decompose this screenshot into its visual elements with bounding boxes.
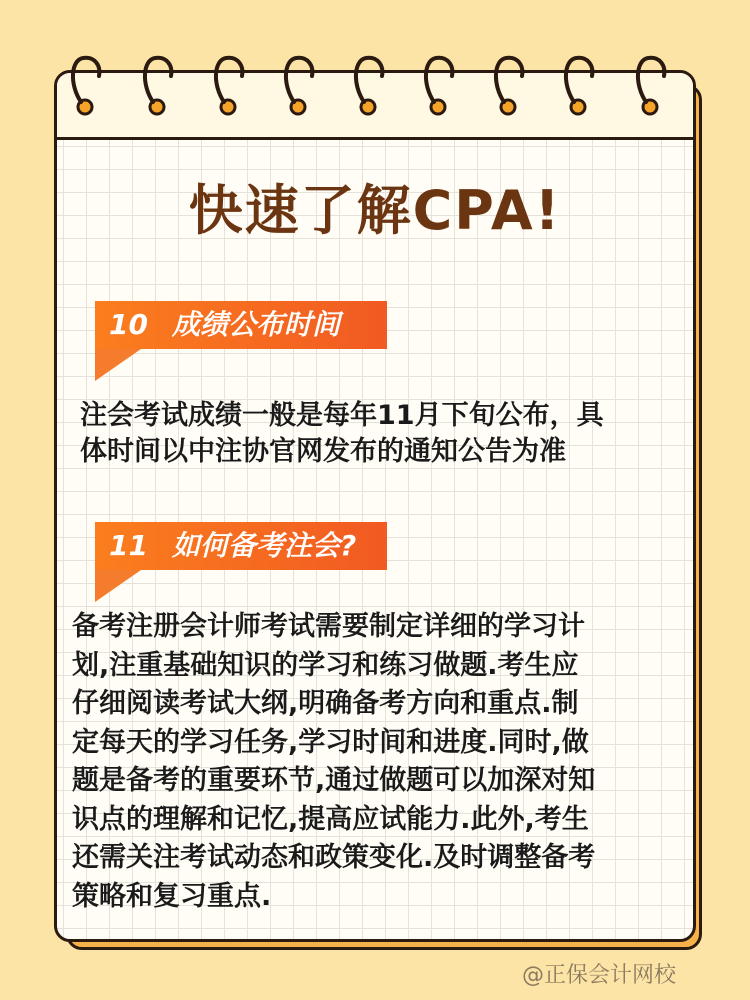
spiral-ring-icon: [73, 58, 99, 114]
spiral-ring-icon: [426, 58, 452, 114]
section-body-10: 注会考试成绩一般是每年11月下旬公布，具 体时间以中注协官网发布的通知公告为准: [80, 400, 604, 467]
page-title: 快速了解CPA!: [188, 179, 562, 242]
section-heading: 成绩公布时间: [171, 308, 340, 341]
tag-tail: [95, 349, 141, 381]
spiral-ring-icon: [145, 58, 171, 114]
section-tag-11: [95, 522, 387, 570]
spiral-ring-icon: [638, 58, 664, 114]
section-number: 11: [109, 529, 148, 562]
spiral-ring-icon: [216, 58, 242, 114]
section-heading: 如何备考注会?: [171, 529, 357, 562]
section-tag-10: [95, 301, 387, 349]
spiral-ring-icon: [356, 58, 382, 114]
section-body-11: 备考注册会计师考试需要制定详细的学习计 划,注重基础知识的学习和练习做题.考生应 仔细阅读考试大纲,明确备考方向和重点.制 定每天的学习任务,学习时间和进度.同时,做 题是备考的重要环节,通过做题可以加深对知 识点的理解和记忆,提高应试能力.此外,考生 还需关注考试动态和政策变化.及时调整备考 策略和复习重点.: [72, 611, 596, 912]
spiral-ring-icon: [286, 58, 312, 114]
spiral-binding: [0, 52, 750, 132]
spiral-ring-icon: [566, 58, 592, 114]
spiral-ring-icon: [496, 58, 522, 114]
watermark: @正保会计网校: [521, 963, 676, 988]
tag-tail: [95, 570, 141, 602]
section-number: 10: [109, 308, 148, 341]
